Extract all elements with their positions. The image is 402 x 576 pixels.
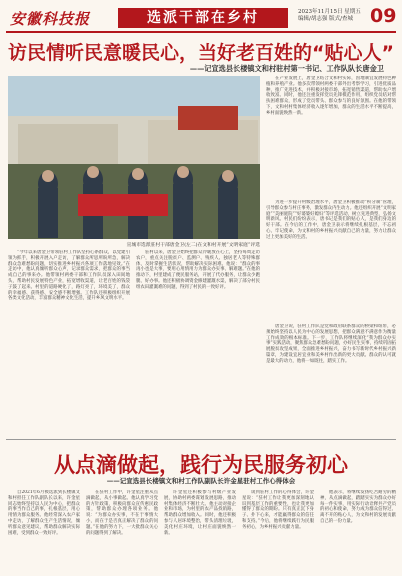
article2-column-1: 自2021年6月被选派到长楼镇文和村担任工作队副队长以来，许金星同志始终坚持以人民为中心，把群众的事当作自己的事，扎根基层，用心用情为群众服务。他经常深入农户家中走访，了解群众生产生活情况，倾听群众意见建议，帮助群众解决实际困难，受到群众一致好评。 [8, 490, 80, 536]
article2-column-4: 谈到驻村工作的心得体会，许金星说：“驻村工作让我更加深刻地认识到基层工作的重要性，也让我更加懂得了群众的期盼。只有真正沉下身子、扑下心来，才能赢得群众的信任和支持。”今后，他将继续践行为民服务初心，为乡村振兴贡献力量。 [242, 490, 314, 530]
article1-column-5: 唐金卫说，驻村工作队是党和政府联系群众的桥梁和纽带，必须始终坚持以人民为中心的发展思想，把群众满意不满意作为衡量工作成效的根本标准。下一步，工作队将继续深化“我为群众办实事”实践活动，聚焦群众急难愁盼问题，办好民生实事，持续巩固拓展脱贫攻坚成果，全面推进乡村振兴，奋力书写新时代乡村振兴新篇章，为建设宜居宜业和美乡村作出新的更大贡献。群众的认可就是最大的动力，他将一如既往，踏实工作。 [266, 324, 396, 364]
article1-column-1: “今年以来唐金卫带领驻村工作队坚持心系群众，以党建引领为抓手，积极开展入户走访，了解群众所思所盼所急，解决群众急难愁盼问题，切实推进乡村振兴各项工作落地见效。”在走访中，他认真倾听群众心声，记录群众需求，把群众的事当成自己的事来办。他带领村两委干部和工作队员深入田间地头，帮助村民发展特色产业，拓宽增收渠道，让老百姓的钱袋子鼓了起来。村里的道路硬化了，路灯亮了，环境美了，群众的幸福感、获得感、安全感不断增强。工作队还积极组织开展各类文化活动，丰富群众精神文化生活，提升乡风文明水平。 [8, 250, 130, 302]
masthead [0, 0, 402, 33]
article1-column-3: 在产业发展上，唐金卫结合文和村实际，因地制宜发展特色种植和养殖产业。他多次带领村两委干部外出考察学习，引进优质品种，推广先进技术，并积极对接市场，拓宽销售渠道，帮助农户增收致富。同时，他还注重发挥党员先锋模范作用，组织党员结对帮扶困难群众，形成了党员带头、群众参与的良好氛围。在他的带领下，文和村村集体经济收入逐年增加，群众的生活水平不断提高，乡村面貌焕然一新。 [266, 76, 396, 116]
article1-subhead: ——记宣选县长楼镇文和村驻村第一书记、工作队队长唐金卫 [189, 64, 384, 73]
article1-headline: 访民情听民意暖民心，当好老百姓的“贴心人” [8, 42, 394, 64]
section-title: 选派干部在乡村 [118, 8, 288, 28]
page-number: 09 [370, 5, 397, 27]
article2-subhead: ——记宣选县长楼镇文和村工作队副队长许金星驻村工作心得体会 [106, 477, 296, 485]
date-line-2: 编辑/胡志强 版式/查城 [298, 16, 353, 22]
article1-column-4: 为进一步提升村级治理水平，唐金卫积极推动“积分制”管理，引导群众参与村庄事务，激发群众内生动力。他还组织开展“文明家庭”“美丽庭院”“好婆婆好媳妇”等评选活动，树立先进典型，弘扬文明新风。村民们纷纷表示，唐书记是我们的贴心人，是我们身边的好干部。在今后的工作中，唐金卫表示将继续扎根基层，不忘初心、牢记使命，为文和村的乡村振兴贡献自己的力量，努力让群众过上更加美好的生活。 [266, 200, 396, 240]
article2-column-2: 在驻村工作中，许金星注重从点滴做起，从小事做起。他认真学习党的方针政策，积极向群众宣传惠民政策，帮助群众办理各项业务。他说：“为群众办实事，不在于事情大小，而在于是否真正解决了群众的问题。”在他的努力下，一大批群众关心的问题得到了解决。 [86, 490, 158, 536]
photo-scene-graphic [8, 76, 260, 239]
date-info [298, 9, 361, 23]
article1-column-2: 驻村以来，唐金卫始终把群众冷暖放在心上，坚持每周走访农户，重点关注脱贫户、监测户、残疾人、独居老人等特殊群体，及时掌握生活状况，帮助解决实际困难。他说：“群众的事再小也是大事，要用心用情用力为群众办实事、解难题。”在他的推动下，村里建成了便民服务站，开展了代办服务，让群众少跑腿、好办事。他还积极协调资金修建灌溉水渠，解决了部分村民组农田灌溉难的问题，得到了村民的一致好评。 [136, 250, 260, 290]
article1-photo [8, 76, 260, 239]
article-divider [6, 439, 396, 440]
newspaper-logo: 安徽科技报 [10, 10, 91, 28]
date-line-1: 2023年11月15日 星期五 [298, 9, 361, 15]
article2-column-3: 许金星还积极参与村级产业发展，协助村两委谋划发展思路，推动村集体经济不断壮大。他主动对接企业和市场，为村里的农产品找销路，帮助群众增加收入。同时，他还积极参与人居环境整治，带头清理垃圾，美化村庄环境，让村庄面貌焕然一新。 [164, 490, 236, 536]
masthead-rule [6, 31, 396, 33]
article2-headline: 从点滴做起，践行为民服务初心 [54, 453, 348, 477]
article2-column-5: 他表示，将继续发扬吃苦耐劳的精神，从点滴做起，踏踏实实为群众办好每一件实事，用实际行动诠释共产党员的初心和使命，努力成为群众信得过、离不开的贴心人，为文和村的发展贡献自己的一份力量。 [320, 490, 396, 524]
article1-photo-caption: 宣城市选派驻村干部唐金卫(左二)在文和村开展“文明家庭”评选 [126, 243, 260, 248]
